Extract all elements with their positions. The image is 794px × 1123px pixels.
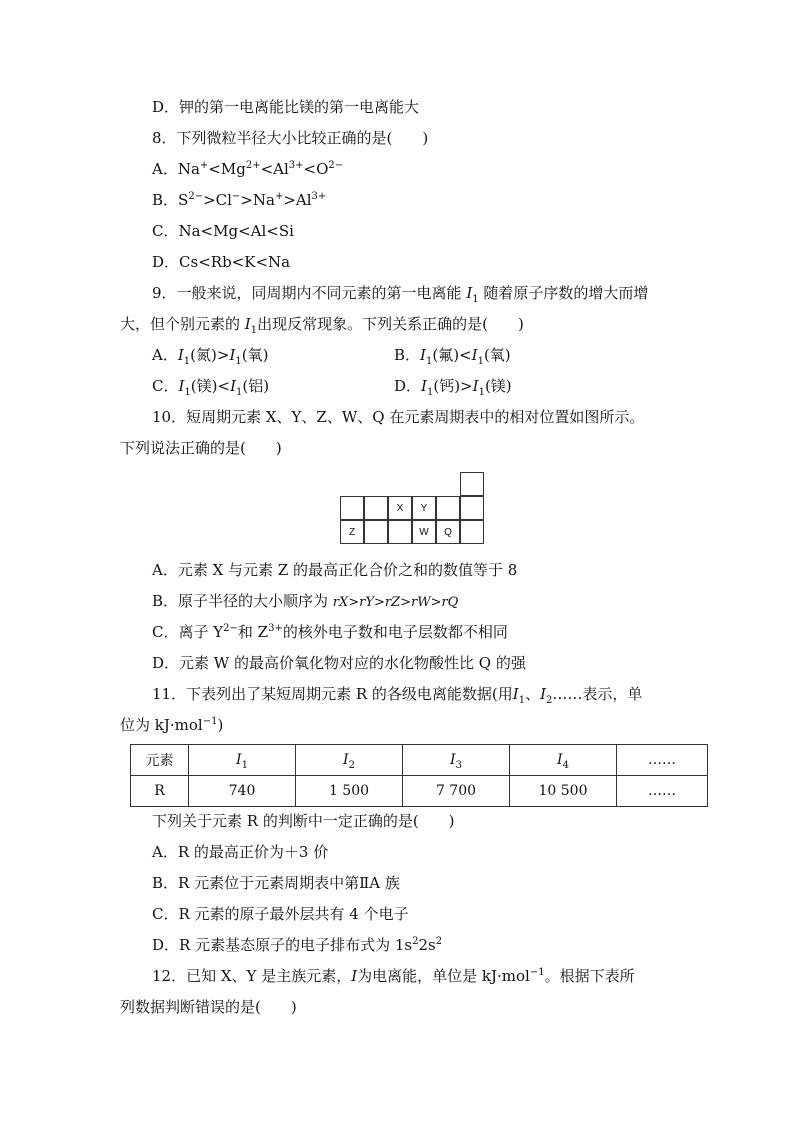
q9-stem-line2: 大，但个别元素的 $I_1$出现反常现象。下列关系正确的是( ) (120, 315, 524, 336)
q12-stem-line1: 12．已知 X、Y 是主族元素，I为电离能，单位是 kJ·mol$^{-1}$。根据下表所 (152, 967, 635, 985)
grid-cell-z: Z (340, 520, 364, 544)
table-cell: 10 500 (510, 776, 617, 807)
table-cell: 1 500 (296, 776, 403, 807)
q11-stem-line2: 位为 kJ·mol$^{-1}$) (120, 716, 224, 734)
q11-option-c: C．R 元素的原子最外层共有 4 个电子 (152, 905, 409, 923)
table-cell: 740 (189, 776, 296, 807)
grid-cell (340, 496, 364, 520)
grid-cell (388, 520, 412, 544)
table-header-cell: $I_1$ (189, 745, 296, 776)
q10-stem-line1: 10．短周期元素 X、Y、Z、W、Q 在元素周期表中的相对位置如图所示。 (152, 408, 645, 426)
q11-stem-line1: 11．下表列出了某短周期元素 R 的各级电离能数据(用$I_1$、$I_2\dots\dots$表示，单 (152, 685, 643, 706)
periodic-table-diagram (340, 472, 486, 546)
q8-stem: 8．下列微粒半径大小比较正确的是( ) (152, 129, 429, 147)
grid-cell (364, 496, 388, 520)
table-cell: …… (617, 776, 708, 807)
q9-option-d: D．$I_1$(钙)$>I_1$(镁) (394, 377, 512, 398)
q8-option-a: A．$Na^+<Mg^{2+}<Al^{3+}<O^{2-}$ (152, 160, 344, 178)
q8-option-b: B．$S^{2-}>Cl^->Na^+>Al^{3+}$ (152, 191, 327, 209)
table-row (131, 776, 708, 807)
grid-cell-y: Y (412, 496, 436, 520)
q11-option-b: B．R 元素位于元素周期表中第ⅡA 族 (152, 874, 400, 892)
q10-option-c: C．离子 $Y^{2-}$和 $Z^{3+}$的核外电子数和电子层数都不相同 (152, 623, 508, 641)
grid-cell (364, 520, 388, 544)
q9-stem-line1: 9．一般来说，同周期内不同元素的第一电离能 $I_1$ 随着原子序数的增大而增 (152, 284, 649, 305)
q10-option-a: A．元素 X 与元素 Z 的最高正化合价之和的数值等于 8 (152, 561, 518, 579)
grid-cell-q: Q (436, 520, 460, 544)
table-header-cell: $I_3$ (403, 745, 510, 776)
table-cell: R (131, 776, 189, 807)
grid-cell (460, 472, 484, 496)
table-header-row (131, 745, 708, 776)
table-header-cell: $I_2$ (296, 745, 403, 776)
q11-option-d: D．R 元素基态原子的电子排布式为 $1s^22s^2$ (152, 936, 443, 954)
q11-question: 下列关于元素 R 的判断中一定正确的是( ) (152, 812, 455, 830)
table-cell: 7 700 (403, 776, 510, 807)
grid-cell-w: W (412, 520, 436, 544)
grid-cell (460, 496, 484, 520)
ionization-energy-table (130, 744, 708, 807)
q10-option-d: D．元素 W 的最高价氧化物对应的水化物酸性比 Q 的强 (152, 654, 526, 672)
grid-cell (436, 496, 460, 520)
grid-cell (460, 520, 484, 544)
table-header-cell: $I_4$ (510, 745, 617, 776)
q11-option-a: A．R 的最高正价为＋3 价 (152, 843, 329, 861)
grid-cell-x: X (388, 496, 412, 520)
table-header-cell: 元素 (131, 745, 189, 776)
q9-option-b: B．$I_1$(氟)$<I_1$(氧) (394, 346, 511, 367)
q9-option-a: A．$I_1$(氮)$>I_1$(氧) (152, 346, 269, 367)
q8-option-d: D．Cs<Rb<K<Na (152, 253, 291, 271)
q7-option-d: D．钾的第一电离能比镁的第一电离能大 (152, 98, 420, 116)
q8-option-c: C．Na<Mg<Al<Si (152, 222, 294, 240)
q10-stem-line2: 下列说法正确的是( ) (120, 439, 282, 457)
q10-option-b: B．原子半径的大小顺序为 rX>rY>rZ>rW>rQ (152, 592, 459, 610)
table-header-cell: …… (617, 745, 708, 776)
q12-stem-line2: 列数据判断错误的是( ) (120, 998, 297, 1016)
q9-option-c: C．$I_1$(镁)$<I_1$(铝) (152, 377, 270, 398)
